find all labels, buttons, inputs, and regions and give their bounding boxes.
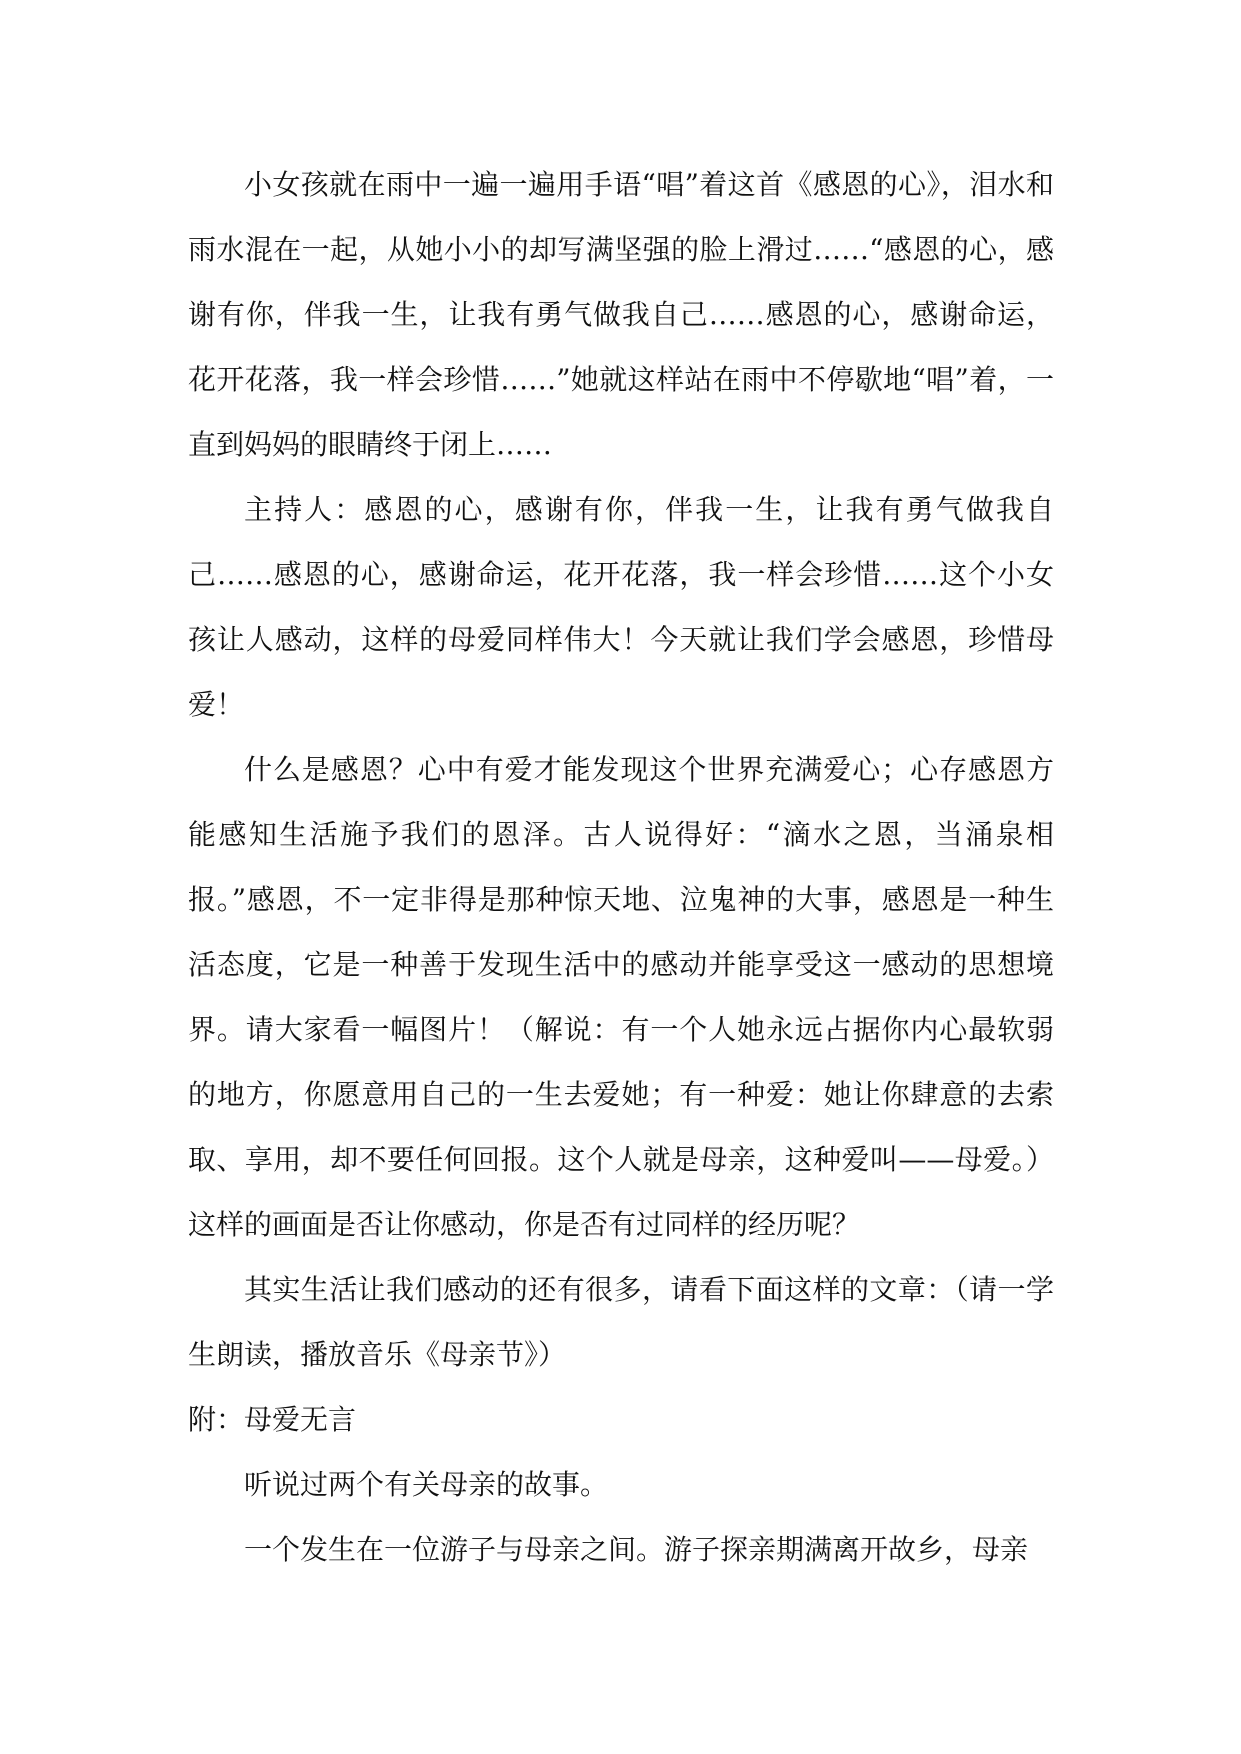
paragraph-first-story: 一个发生在一位游子与母亲之间。游子探亲期满离开故乡，母亲: [244, 1533, 1029, 1566]
document-page: [188, 152, 1054, 1582]
paragraph-appendix-title: 附：母爱无言: [188, 1403, 357, 1436]
paragraph-rain-song: 小女孩就在雨中一遍一遍用手语“唱”着这首《感恩的心》，泪水和雨水混在一起，从她小小的却写满坚强的脸上滑过……“感恩的心，感谢有你，伴我一生，让我有勇气做我自己……感恩的心，感谢命运，花开花落，我一样会珍惜……”她就这样站在雨中不停歇地“唱”着，一直到妈妈的眼睛终于闭上……: [188, 168, 1054, 461]
paragraph-reading-intro: 其实生活让我们感动的还有很多，请看下面这样的文章：（请一学生朗读，播放音乐《母亲节》）: [188, 1273, 1054, 1371]
paragraph-what-is-gratitude: 什么是感恩？心中有爱才能发现这个世界充满爱心；心存感恩方能感知生活施予我们的恩泽。古人说得好：“滴水之恩，当涌泉相报。”感恩，不一定非得是那种惊天地、泣鬼神的大事，感恩是一种生活态度，它是一种善于发现生活中的感动并能享受这一感动的思想境界。请大家看一幅图片！（解说：有一个人她永远占据你内心最软弱的地方，你愿意用自己的一生去爱她；有一种爱：她让你肆意的去索取、享用，却不要任何回报。这个人就是母亲，这种爱叫——母爱。）这样的画面是否让你感动，你是否有过同样的经历呢？: [188, 753, 1054, 1241]
paragraph-two-stories: 听说过两个有关母亲的故事。: [244, 1468, 609, 1501]
paragraph-host-remarks: 主持人：感恩的心，感谢有你，伴我一生，让我有勇气做我自己……感恩的心，感谢命运，花开花落，我一样会珍惜……这个小女孩让人感动，这样的母爱同样伟大！今天就让我们学会感恩，珍惜母爱！: [188, 493, 1054, 721]
